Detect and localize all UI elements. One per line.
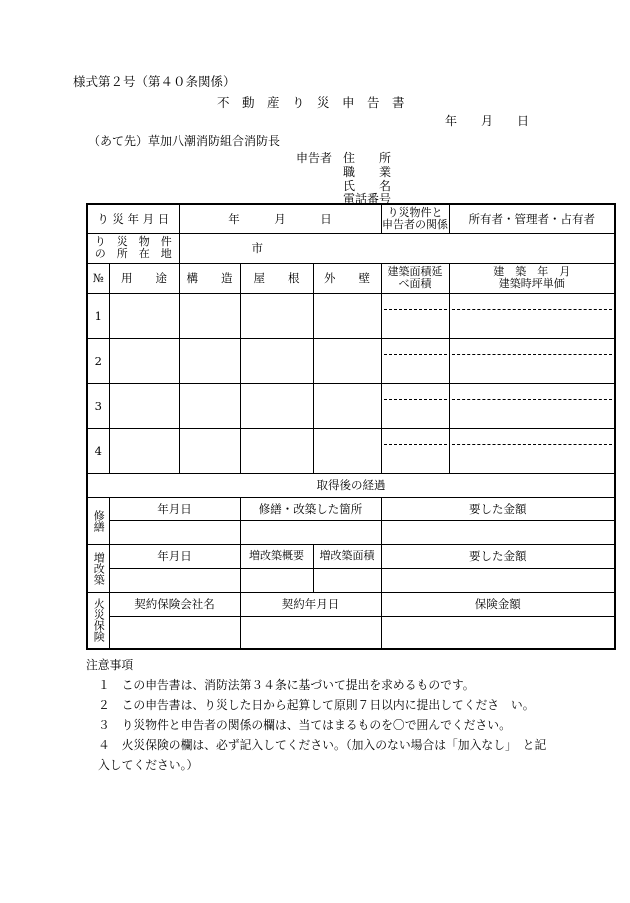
- header-floor-area: [381, 263, 449, 293]
- notes-heading: 注意事項: [86, 658, 134, 672]
- use-cell[interactable]: [109, 383, 179, 428]
- roof-cell[interactable]: [240, 383, 313, 428]
- header-use: 用 途: [109, 263, 179, 293]
- header-wall: 外 壁: [313, 263, 381, 293]
- use-cell[interactable]: [109, 338, 179, 383]
- date-line: 年 月 日: [445, 114, 530, 128]
- notes-section: [86, 655, 556, 775]
- disaster-date-field[interactable]: 年 月 日: [179, 204, 381, 233]
- location-label-line2: の 所 在 地: [94, 247, 172, 260]
- location-field[interactable]: [179, 233, 615, 263]
- repair-location-header: 修繕・改築した箇所: [240, 497, 381, 520]
- floor-area-cell[interactable]: [381, 293, 449, 338]
- header-roof: 屋 根: [240, 263, 313, 293]
- extension-cost-header: 要した金額: [381, 544, 615, 568]
- repair-label: 修繕: [87, 497, 109, 544]
- header-build-year-line1: 建 築 年 月: [493, 265, 571, 278]
- floor-area-cell[interactable]: [381, 338, 449, 383]
- row-number: 4: [87, 428, 109, 473]
- declarant-address: 住 所: [343, 151, 392, 165]
- build-year-cell[interactable]: [449, 338, 615, 383]
- table-row: [87, 428, 615, 473]
- structure-cell[interactable]: [179, 428, 240, 473]
- roof-cell[interactable]: [240, 338, 313, 383]
- floor-area-cell[interactable]: [381, 383, 449, 428]
- relation-label: [381, 204, 449, 233]
- table-row: [87, 293, 615, 338]
- row-number: 1: [87, 293, 109, 338]
- disaster-date-label: り 災 年 月 日: [87, 204, 179, 233]
- insurance-contract-date-header: 契約年月日: [240, 592, 381, 616]
- table-row: [87, 338, 615, 383]
- wall-cell[interactable]: [313, 338, 381, 383]
- declarant-occupation: 職 業: [343, 165, 392, 179]
- floor-area-cell[interactable]: [381, 428, 449, 473]
- declarant-name: 氏 名: [343, 179, 392, 193]
- extension-date-header: 年月日: [109, 544, 240, 568]
- insurance-amount-header: 保険金額: [381, 592, 615, 616]
- fire-damage-form-table: [86, 203, 616, 650]
- insurance-company-cell[interactable]: [109, 616, 240, 649]
- insurance-company-header: 契約保険会社名: [109, 592, 240, 616]
- header-floor-area-line1: 建築面積延: [387, 265, 443, 278]
- insurance-contract-date-cell[interactable]: [240, 616, 381, 649]
- declarant-label: 申告者: [296, 151, 333, 165]
- extension-label: 増改築: [87, 544, 109, 592]
- note-item: ４ 火災保険の欄は、必ず記入してください。（加入のない場合は「加入なし」 と記入してください。）: [98, 738, 547, 772]
- table-row: [87, 383, 615, 428]
- extension-summary-cell[interactable]: [240, 568, 313, 592]
- roof-cell[interactable]: [240, 428, 313, 473]
- build-year-cell[interactable]: [449, 293, 615, 338]
- extension-summary-header: 増改築概要: [240, 544, 313, 568]
- location-label-line1: り 災 物 件: [94, 235, 172, 248]
- page-title: 不 動 産 り 災 申 告 書: [217, 95, 405, 110]
- structure-cell[interactable]: [179, 293, 240, 338]
- repair-cost-header: 要した金額: [381, 497, 615, 520]
- structure-cell[interactable]: [179, 338, 240, 383]
- location-label: [87, 233, 179, 263]
- extension-cost-cell[interactable]: [381, 568, 615, 592]
- row-number: 3: [87, 383, 109, 428]
- insurance-amount-cell[interactable]: [381, 616, 615, 649]
- roof-cell[interactable]: [240, 293, 313, 338]
- note-item: ３ り災物件と申告者の関係の欄は、当てはまるものを〇で囲んでください。: [98, 718, 511, 732]
- addressee: （あて先）草加八潮消防組合消防長: [88, 134, 281, 148]
- header-structure: 構 造: [179, 263, 240, 293]
- relation-label-line1: り災物件と: [387, 205, 443, 219]
- repair-date-header: 年月日: [109, 497, 240, 520]
- location-city: 市: [251, 241, 263, 255]
- declarant-phone: 電話番号: [343, 192, 392, 206]
- header-no: №: [87, 263, 109, 293]
- note-item: １ この申告書は、消防法第３４条に基づいて提出を求めるものです。: [98, 678, 475, 692]
- header-build-year: [449, 263, 615, 293]
- extension-area-cell[interactable]: [313, 568, 381, 592]
- wall-cell[interactable]: [313, 383, 381, 428]
- header-floor-area-line2: べ面積: [398, 277, 432, 290]
- repair-date-cell[interactable]: [109, 520, 240, 544]
- relation-options[interactable]: 所有者・管理者・占有者: [449, 204, 615, 233]
- use-cell[interactable]: [109, 428, 179, 473]
- repair-location-cell[interactable]: [240, 520, 381, 544]
- use-cell[interactable]: [109, 293, 179, 338]
- structure-cell[interactable]: [179, 383, 240, 428]
- extension-date-cell[interactable]: [109, 568, 240, 592]
- note-item: ２ この申告書は、り災した日から起算して原則７日以内に提出してくださ い。: [98, 698, 535, 712]
- build-year-cell[interactable]: [449, 428, 615, 473]
- form-id: 様式第２号（第４０条関係）: [73, 74, 236, 89]
- extension-area-header: 増改築面積: [313, 544, 381, 568]
- row-number: 2: [87, 338, 109, 383]
- build-year-cell[interactable]: [449, 383, 615, 428]
- after-acquisition-title: 取得後の経過: [87, 473, 615, 497]
- wall-cell[interactable]: [313, 293, 381, 338]
- repair-cost-cell[interactable]: [381, 520, 615, 544]
- header-build-year-line2: 建築時坪単価: [498, 277, 565, 290]
- wall-cell[interactable]: [313, 428, 381, 473]
- insurance-label: 火災保険: [87, 592, 109, 649]
- relation-label-line2: 申告者の関係: [382, 217, 449, 231]
